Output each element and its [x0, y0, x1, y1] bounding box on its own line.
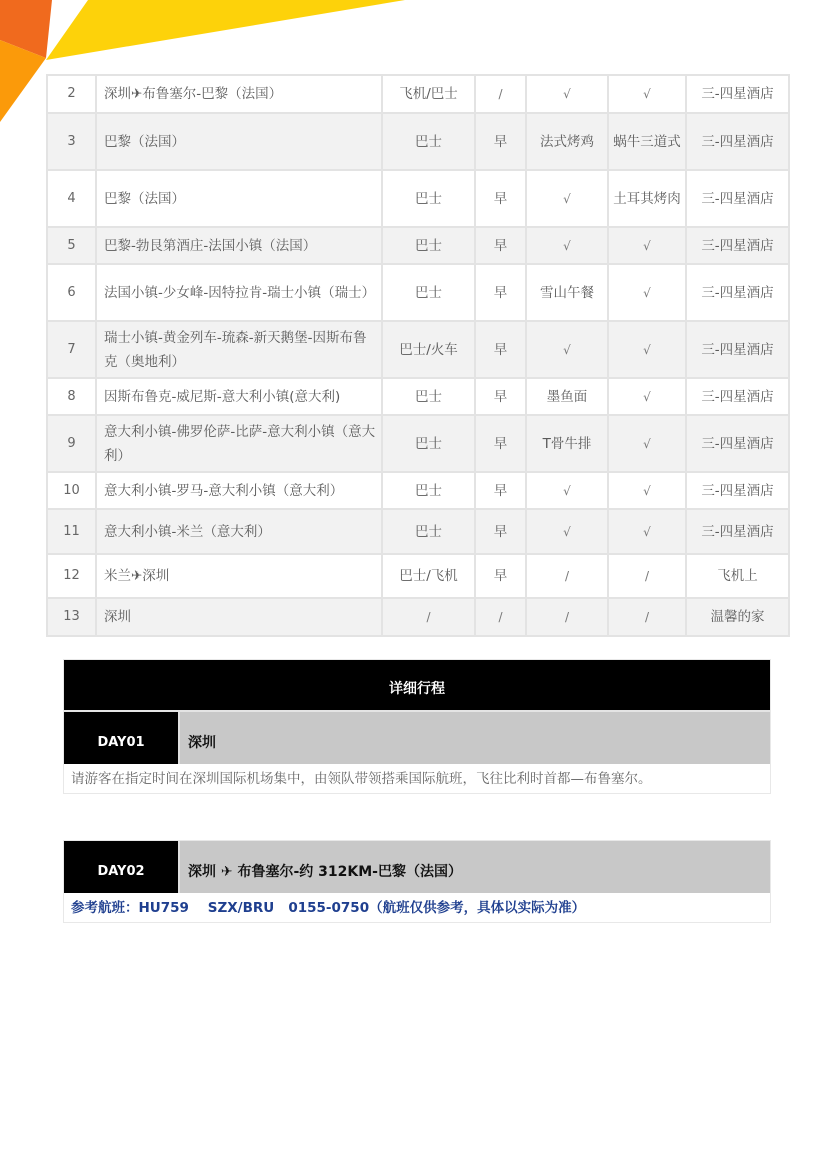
route: 巴黎（法国）: [96, 170, 382, 227]
detail-itinerary-block: [63, 659, 771, 794]
hotel: 三-四星酒店: [686, 509, 789, 554]
table-row: [47, 227, 789, 264]
hotel: 温馨的家: [686, 598, 789, 636]
hotel: 飞机上: [686, 554, 789, 598]
route: 米兰✈深圳: [96, 554, 382, 598]
route: 意大利小镇-佛罗伦萨-比萨-意大利小镇（意大利）: [96, 415, 382, 472]
table-row: [47, 75, 789, 113]
hotel: 三-四星酒店: [686, 227, 789, 264]
lunch: √: [526, 472, 608, 509]
day-number: 5: [47, 227, 96, 264]
day-label: DAY01: [64, 712, 180, 764]
day02-block: [63, 840, 771, 923]
breakfast: 早: [475, 321, 526, 378]
lunch: 法式烤鸡: [526, 113, 608, 170]
dinner: /: [608, 598, 686, 636]
day-number: 3: [47, 113, 96, 170]
breakfast: 早: [475, 415, 526, 472]
breakfast: 早: [475, 264, 526, 321]
lunch: √: [526, 170, 608, 227]
day-number: 13: [47, 598, 96, 636]
lunch: /: [526, 598, 608, 636]
day-number: 4: [47, 170, 96, 227]
transport: 巴士: [382, 415, 475, 472]
breakfast: 早: [475, 472, 526, 509]
hotel: 三-四星酒店: [686, 472, 789, 509]
hotel: 三-四星酒店: [686, 113, 789, 170]
route: 因斯布鲁克-威尼斯-意大利小镇(意大利): [96, 378, 382, 415]
breakfast: 早: [475, 113, 526, 170]
hotel: 三-四星酒店: [686, 170, 789, 227]
day-number: 2: [47, 75, 96, 113]
dinner: √: [608, 378, 686, 415]
dinner: √: [608, 321, 686, 378]
breakfast: 早: [475, 554, 526, 598]
table-row: [47, 509, 789, 554]
itinerary-summary-table: [46, 74, 790, 637]
hotel: 三-四星酒店: [686, 378, 789, 415]
hotel: 三-四星酒店: [686, 264, 789, 321]
table-row: [47, 264, 789, 321]
table-row: [47, 321, 789, 378]
transport: 飞机/巴士: [382, 75, 475, 113]
table-row: [47, 170, 789, 227]
lunch: √: [526, 227, 608, 264]
day-number: 7: [47, 321, 96, 378]
transport: 巴士/飞机: [382, 554, 475, 598]
transport: 巴士: [382, 264, 475, 321]
reference-flight: 参考航班：HU759 SZX/BRU 0155-0750（航班仅供参考，具体以实际为准）: [64, 893, 770, 922]
route: 法国小镇-少女峰-因特拉肯-瑞士小镇（瑞士）: [96, 264, 382, 321]
route: 意大利小镇-罗马-意大利小镇（意大利）: [96, 472, 382, 509]
transport: 巴士: [382, 378, 475, 415]
day-title: 深圳 ✈ 布鲁塞尔-约 312KM-巴黎（法国）: [180, 841, 770, 893]
dinner: √: [608, 415, 686, 472]
transport: 巴士: [382, 472, 475, 509]
table-row: [47, 415, 789, 472]
lunch: 雪山午餐: [526, 264, 608, 321]
route: 深圳: [96, 598, 382, 636]
lunch: √: [526, 75, 608, 113]
detail-itinerary-title: 详细行程: [64, 660, 770, 712]
day-header-row: [64, 841, 770, 893]
breakfast: 早: [475, 509, 526, 554]
transport: 巴士: [382, 509, 475, 554]
dinner: 蜗牛三道式: [608, 113, 686, 170]
table-row: [47, 472, 789, 509]
day-header-row: [64, 712, 770, 764]
day-number: 8: [47, 378, 96, 415]
lunch: √: [526, 321, 608, 378]
lunch: /: [526, 554, 608, 598]
breakfast: 早: [475, 227, 526, 264]
day-description: 请游客在指定时间在深圳国际机场集中，由领队带领搭乘国际航班，飞往比利时首都—布鲁塞尔。: [64, 764, 770, 793]
dinner: √: [608, 509, 686, 554]
route: 意大利小镇-米兰（意大利）: [96, 509, 382, 554]
dinner: 土耳其烤肉: [608, 170, 686, 227]
breakfast: 早: [475, 378, 526, 415]
day-number: 12: [47, 554, 96, 598]
lunch: T骨牛排: [526, 415, 608, 472]
transport: /: [382, 598, 475, 636]
dinner: √: [608, 264, 686, 321]
dinner: √: [608, 75, 686, 113]
hotel: 三-四星酒店: [686, 321, 789, 378]
hotel: 三-四星酒店: [686, 415, 789, 472]
breakfast: 早: [475, 170, 526, 227]
dinner: /: [608, 554, 686, 598]
day-number: 11: [47, 509, 96, 554]
lunch: √: [526, 509, 608, 554]
dinner: √: [608, 472, 686, 509]
table-row: [47, 378, 789, 415]
transport: 巴士: [382, 227, 475, 264]
day-number: 9: [47, 415, 96, 472]
lunch: 墨鱼面: [526, 378, 608, 415]
day-number: 6: [47, 264, 96, 321]
dinner: √: [608, 227, 686, 264]
route: 瑞士小镇-黄金列车-琉森-新天鹅堡-因斯布鲁克（奥地利）: [96, 321, 382, 378]
table-row: [47, 598, 789, 636]
route: 深圳✈布鲁塞尔-巴黎（法国）: [96, 75, 382, 113]
table-row: [47, 113, 789, 170]
route: 巴黎（法国）: [96, 113, 382, 170]
table-row: [47, 554, 789, 598]
route: 巴黎-勃艮第酒庄-法国小镇（法国）: [96, 227, 382, 264]
day-title: 深圳: [180, 712, 770, 764]
hotel: 三-四星酒店: [686, 75, 789, 113]
breakfast: /: [475, 598, 526, 636]
transport: 巴士: [382, 170, 475, 227]
day-label: DAY02: [64, 841, 180, 893]
transport: 巴士/火车: [382, 321, 475, 378]
transport: 巴士: [382, 113, 475, 170]
breakfast: /: [475, 75, 526, 113]
day-number: 10: [47, 472, 96, 509]
